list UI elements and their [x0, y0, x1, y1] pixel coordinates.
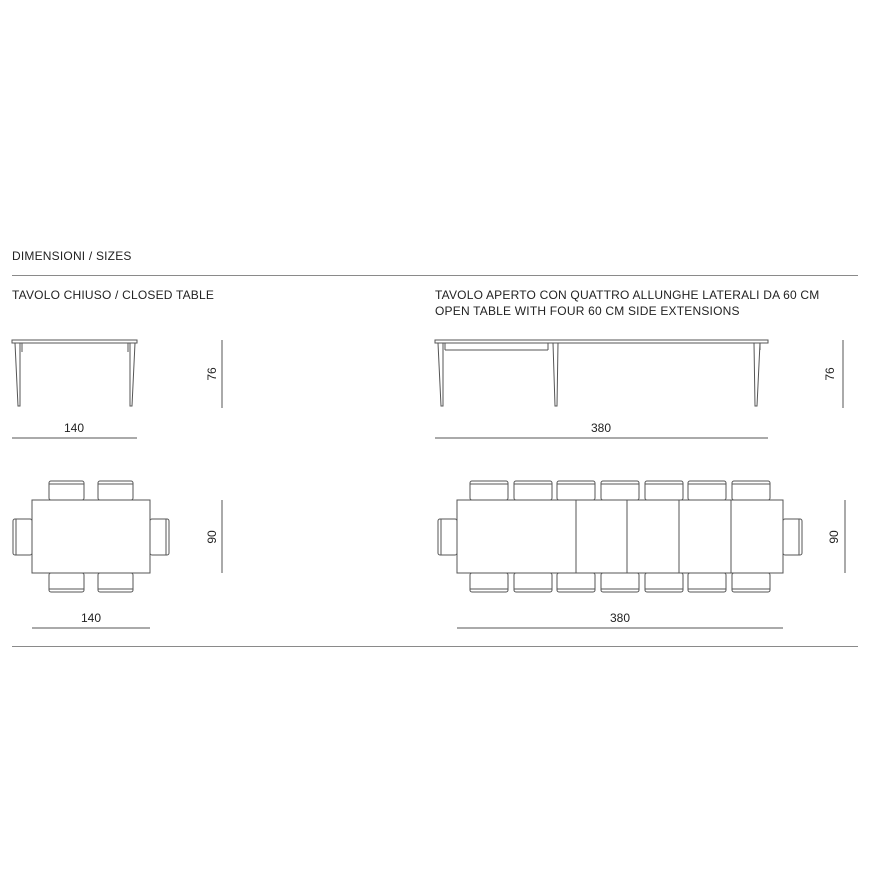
open-table-heading-en: OPEN TABLE WITH FOUR 60 CM SIDE EXTENSIONS: [435, 304, 740, 318]
closed-leg-left: [15, 343, 20, 406]
closed-side-width-label: 140: [63, 421, 85, 435]
bottom-chair-row: [470, 573, 770, 592]
open-leg-right: [754, 343, 760, 406]
open-side-view: [435, 340, 843, 438]
open-tabletop-plan: [457, 500, 783, 573]
open-table-heading-it: TAVOLO APERTO CON QUATTRO ALLUNGHE LATERALI DA 60 CM: [435, 288, 820, 302]
closed-height-label: 76: [205, 367, 219, 381]
open-leg-middle: [553, 343, 558, 406]
closed-leg-right: [130, 343, 135, 406]
open-leg-left: [438, 343, 443, 406]
open-height-label: 76: [823, 367, 837, 381]
open-top-width-label: 380: [609, 611, 631, 625]
top-chair-row: [470, 481, 770, 500]
open-side-width-label: 380: [590, 421, 612, 435]
closed-top-width-label: 140: [80, 611, 102, 625]
section-title: DIMENSIONI / SIZES: [12, 249, 132, 263]
open-top-view: [438, 481, 845, 628]
closed-tabletop-plan: [32, 500, 150, 573]
closed-side-view: [12, 340, 222, 438]
closed-depth-label: 90: [205, 530, 219, 544]
closed-top-view: [13, 481, 222, 628]
closed-table-heading: TAVOLO CHIUSO / CLOSED TABLE: [12, 288, 215, 302]
open-depth-label: 90: [827, 530, 841, 544]
